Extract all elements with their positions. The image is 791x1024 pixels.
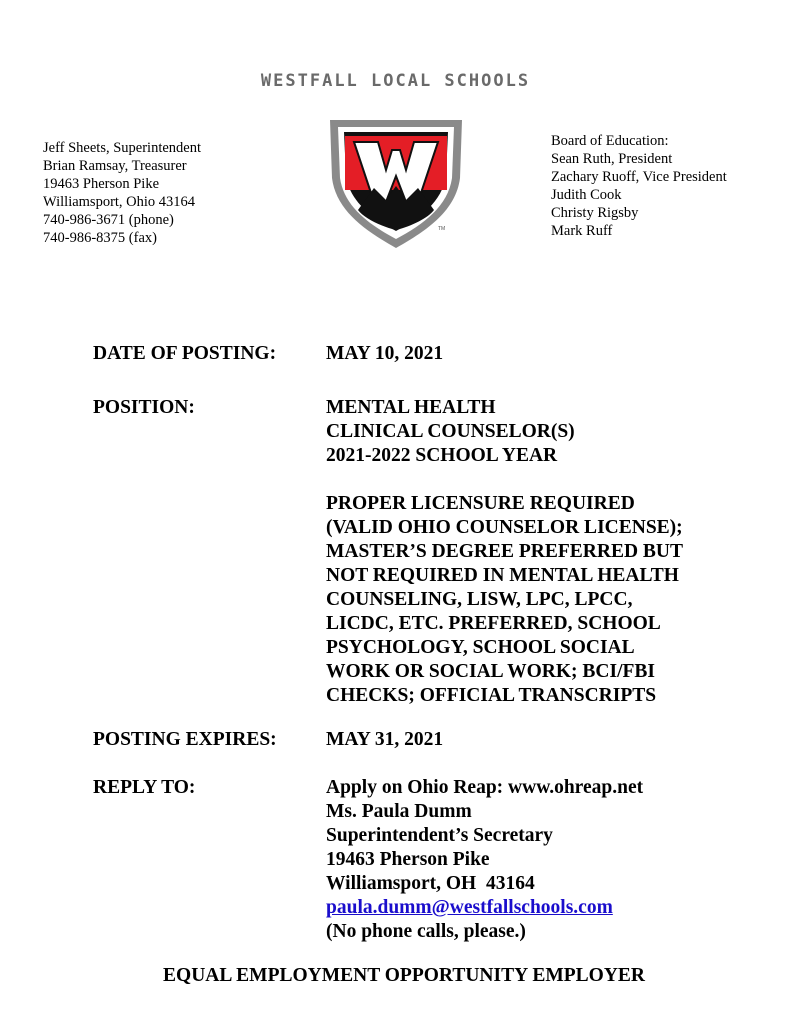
equal-opportunity-footer: EQUAL EMPLOYMENT OPPORTUNITY EMPLOYER: [163, 965, 645, 986]
board-member-president: Sean Ruth, President: [551, 151, 673, 167]
requirement-line: LICDC, ETC. PREFERRED, SCHOOL: [326, 613, 661, 634]
board-member-vice-president: Zachary Ruoff, Vice President: [551, 169, 727, 185]
reply-note: (No phone calls, please.): [326, 921, 526, 942]
board-member: Christy Rigsby: [551, 205, 639, 221]
admin-line-phone: 740-986-3671 (phone): [43, 212, 174, 228]
requirement-line: (VALID OHIO COUNSELOR LICENSE);: [326, 517, 683, 538]
reply-contact-name: Ms. Paula Dumm: [326, 801, 472, 822]
position-title-line: CLINICAL COUNSELOR(S): [326, 421, 575, 442]
logo-trademark: TM: [438, 226, 446, 232]
spacer: [326, 468, 683, 492]
reply-city: Williamsport, OH 43164: [326, 873, 535, 894]
administration-contact-block: [43, 139, 201, 247]
position-title-line: MENTAL HEALTH: [326, 397, 496, 418]
posting-expires-value: MAY 31, 2021: [326, 729, 444, 750]
reply-to-label: REPLY TO:: [93, 777, 196, 798]
board-of-education-block: [551, 132, 727, 240]
board-member: Judith Cook: [551, 187, 622, 203]
letterhead-title: WESTFALL LOCAL SCHOOLS: [260, 71, 531, 91]
date-of-posting-label: DATE OF POSTING:: [93, 343, 277, 364]
admin-line-treasurer: Brian Ramsay, Treasurer: [43, 158, 187, 174]
reply-apply-line: Apply on Ohio Reap: www.ohreap.net: [326, 777, 644, 798]
admin-line-superintendent: Jeff Sheets, Superintendent: [43, 140, 201, 156]
position-school-year: 2021-2022 SCHOOL YEAR: [326, 445, 558, 466]
requirement-line: CHECKS; OFFICIAL TRANSCRIPTS: [326, 685, 657, 706]
requirement-line: COUNSELING, LISW, LPC, LPCC,: [326, 589, 633, 610]
reply-street: 19463 Pherson Pike: [326, 849, 490, 870]
position-label: POSITION:: [93, 397, 195, 418]
requirement-line: MASTER’S DEGREE PREFERRED BUT: [326, 541, 684, 562]
school-logo: [328, 118, 464, 250]
reply-to-details: [326, 776, 643, 944]
board-member: Mark Ruff: [551, 223, 613, 239]
requirement-line: NOT REQUIRED IN MENTAL HEALTH: [326, 565, 679, 586]
admin-line-fax: 740-986-8375 (fax): [43, 230, 157, 246]
requirement-line: PROPER LICENSURE REQUIRED: [326, 493, 635, 514]
position-details: [326, 396, 683, 708]
reply-contact-title: Superintendent’s Secretary: [326, 825, 553, 846]
admin-line-city: Williamsport, Ohio 43164: [43, 194, 196, 210]
admin-line-street: 19463 Pherson Pike: [43, 176, 159, 192]
date-of-posting-value: MAY 10, 2021: [326, 343, 444, 364]
posting-expires-label: POSTING EXPIRES:: [93, 729, 277, 750]
requirement-line: PSYCHOLOGY, SCHOOL SOCIAL: [326, 637, 635, 658]
requirement-line: WORK OR SOCIAL WORK; BCI/FBI: [326, 661, 656, 682]
board-heading: Board of Education:: [551, 133, 669, 149]
reply-email-link[interactable]: paula.dumm@westfallschools.com: [326, 897, 613, 918]
